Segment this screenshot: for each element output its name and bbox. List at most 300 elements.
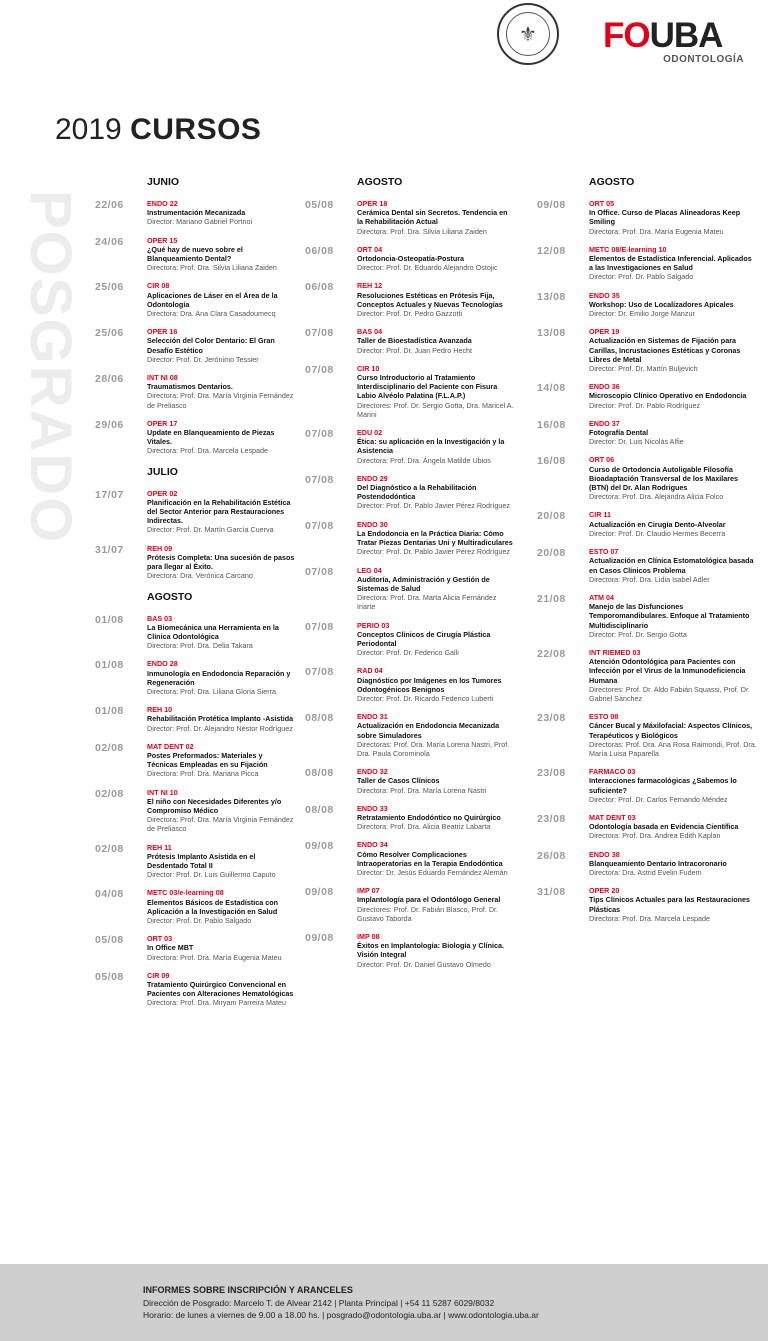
- course-code: CIR 10: [357, 363, 380, 373]
- course-title: Workshop: Uso de Localizadores Apicales: [589, 299, 734, 309]
- course-director: Director: Prof. Dr. Martín García Cuerva: [147, 525, 274, 535]
- course-title: Tratamiento Quirúrgico Convencional en Pacientes con Alteraciones Hematológicas: [147, 980, 294, 999]
- month-heading: AGOSTO: [589, 176, 635, 188]
- course-date: 23/08: [537, 812, 566, 825]
- course-date: 28/06: [95, 373, 124, 386]
- course-code: OPER 18: [357, 199, 388, 208]
- course-code: ORT 03: [147, 934, 173, 944]
- course-director: Director: Dr. Luis Nicolás Alfie: [589, 437, 684, 447]
- course-director: Director: Prof. Dr. Pablo Rodríguez: [589, 400, 701, 410]
- course-details: [589, 455, 757, 501]
- course-date: 24/06: [95, 235, 124, 248]
- course-item: [95, 419, 295, 456]
- course-item: [305, 199, 515, 236]
- course-details: [357, 281, 515, 318]
- course-details: [589, 291, 757, 319]
- course-item: [305, 364, 515, 419]
- course-details: [147, 888, 295, 925]
- course-date: 09/08: [305, 840, 334, 853]
- course-director: Director: Prof. Dr. Martín Buljevich: [589, 364, 698, 374]
- course-director: Directora: Prof. Dra. Mariana Picca: [147, 769, 259, 779]
- course-code: INT NI 10: [147, 787, 178, 797]
- course-title: Interacciones farmacológicas ¿Sabemos lo suficiente?: [589, 776, 737, 795]
- course-code: REH 12: [357, 281, 383, 291]
- course-item: [305, 712, 515, 758]
- course-date: 16/08: [537, 418, 566, 431]
- course-date: 12/08: [537, 244, 566, 257]
- course-code: REH 09: [147, 543, 173, 553]
- course-director: Directora: Prof. Dra. Silvia Liliana Zaiden: [147, 263, 277, 273]
- course-title: Traumatismos Dentarios.: [147, 382, 233, 392]
- course-code: ENDO 29: [357, 473, 388, 483]
- course-item: [305, 804, 515, 832]
- course-item: [95, 971, 295, 1008]
- course-title: La Biomecánica una Herramienta en la Clínica Odontológica: [147, 622, 279, 641]
- course-item: [305, 666, 515, 703]
- course-title: Blanqueamiento Dentario Intracoronario: [589, 858, 727, 868]
- course-details: [357, 804, 515, 832]
- course-code: ORT 04: [357, 244, 383, 254]
- course-director: Directores: Prof. Dr. Sergio Gotta, Dra. Maricel A. Marini: [357, 400, 514, 419]
- course-director: Directora: Prof. Dra. Ángela Matilde Ubios: [357, 455, 491, 465]
- course-date: 05/08: [305, 199, 334, 211]
- course-item: [305, 886, 515, 923]
- course-title: Manejo de las Disfunciones Temporomandibulares. Enfoque al Tratamiento Multidisciplinario: [589, 602, 750, 630]
- course-date: 23/08: [537, 767, 566, 780]
- course-details: [147, 934, 295, 962]
- course-details: [147, 327, 295, 364]
- course-item: [305, 327, 515, 355]
- course-date: 07/08: [305, 473, 334, 486]
- course-details: [357, 327, 515, 355]
- logo-fo: FO: [603, 16, 650, 55]
- course-details: [589, 712, 757, 758]
- course-director: Directora: Prof. Dra. María Virginia Fernández de Preliasco: [147, 391, 294, 410]
- course-code: INT RIEMED 03: [589, 647, 641, 657]
- course-title: Inmunología en Endodoncia Reparación y Regeneración: [147, 668, 291, 687]
- course-item: [537, 850, 757, 878]
- course-director: Director: Prof. Dr. Daniel Gustavo Olmedo: [357, 959, 491, 969]
- course-item: [537, 648, 757, 703]
- course-details: [357, 666, 515, 703]
- vertical-label: [18, 190, 83, 700]
- course-details: [147, 705, 295, 733]
- course-date: 07/08: [305, 620, 334, 633]
- logo-subtitle: ODONTOLOGÍA: [663, 54, 744, 65]
- course-title: Cáncer Bucal y Máxilofacial: Aspectos Clínicos, Terapéuticos y Biológicos: [589, 721, 753, 740]
- course-date: 08/08: [305, 712, 334, 725]
- course-details: [147, 544, 295, 581]
- course-date: 01/08: [95, 705, 124, 718]
- course-date: 14/08: [537, 382, 566, 395]
- course-item: [537, 510, 757, 538]
- course-date: 25/06: [95, 327, 124, 340]
- course-code: LEG 04: [357, 565, 382, 575]
- course-director: Directora: Prof. Dra. María Virginia Fernández de Preliasco: [147, 815, 294, 834]
- course-title: Fotografía Dental: [589, 428, 649, 438]
- course-title: Implantología para el Odontólogo General: [357, 895, 501, 905]
- course-details: [357, 428, 515, 465]
- course-details: [147, 788, 295, 834]
- footer-heading: INFORMES SOBRE INSCRIPCIÓN Y ARANCELES: [143, 1285, 353, 1295]
- course-date: 26/08: [537, 849, 566, 862]
- course-code: ORT 05: [589, 199, 615, 208]
- course-item: [95, 544, 295, 581]
- course-date: 09/08: [305, 932, 334, 944]
- course-director: Directora: Prof. Dra. Silvia Liliana Zaiden: [357, 226, 487, 236]
- course-director: Directora: Prof. Dra. María Eugenia Mateu: [147, 952, 282, 962]
- course-details: [357, 932, 515, 969]
- course-details: [147, 489, 295, 535]
- course-item: [95, 614, 295, 651]
- course-item: [305, 932, 515, 969]
- course-director: Director: Mariano Gabriel Portnoi: [147, 217, 253, 227]
- course-item: [305, 520, 515, 557]
- course-item: [537, 455, 757, 501]
- footer-hours: Horario: de lunes a viernes de 9.00 a 18.00 hs. | posgrado@odontologia.uba.ar | www.odontologia.uba.ar: [143, 1310, 539, 1320]
- course-item: [305, 621, 515, 658]
- course-item: [95, 373, 295, 410]
- course-item: [537, 382, 757, 410]
- course-director: Directora: Dra. Astrid Evelin Fudem: [589, 867, 702, 877]
- course-director: Director: Prof. Dr. Luis Guillermo Caputo: [147, 870, 276, 880]
- course-code: ENDO 22: [147, 199, 178, 208]
- logo-uba: UBA: [649, 16, 723, 55]
- course-director: Directora: Prof. Dra. Liliana Gloria Sierra: [147, 686, 277, 696]
- course-title: Elementos de Estadística Inferencial. Aplicados a las Investigaciones en Salud: [589, 254, 752, 273]
- course-details: [357, 474, 515, 511]
- course-director: Directoras: Prof. Dra. María Lorena Nastri, Prof. Dra. Paula Corominola: [357, 739, 510, 758]
- course-director: Directora: Prof. Dra. Alejandra Alicia Folco: [589, 492, 724, 502]
- course-date: 09/08: [537, 199, 566, 211]
- course-date: 07/08: [305, 565, 334, 578]
- course-details: [147, 971, 295, 1008]
- course-item: [95, 236, 295, 273]
- course-director: Director: Prof. Dr. Federico Galli: [357, 648, 459, 658]
- course-title: Taller de Casos Clínicos: [357, 776, 440, 786]
- course-title: Actualización en Sistemas de Fijación para Carillas, Incrustaciones Estéticas y Coronas Libres de Metal: [589, 336, 741, 364]
- course-date: 01/08: [95, 613, 124, 626]
- course-date: 02/08: [95, 842, 124, 855]
- course-code: ATM 04: [589, 592, 615, 602]
- course-code: METC 08/E-learning 10: [589, 244, 667, 254]
- course-item: [95, 742, 295, 779]
- course-director: Directores: Prof. Dr. Fabián Blasco, Prof. Dr. Gustavo Taborda: [357, 904, 499, 923]
- course-title: Update en Blanqueamiento de Piezas Vitales.: [147, 428, 275, 447]
- course-code: ENDO 36: [589, 382, 620, 392]
- course-code: ORT 06: [589, 455, 615, 465]
- course-code: OPER 16: [147, 327, 178, 337]
- course-code: REH 11: [147, 842, 172, 852]
- course-date: 31/08: [537, 886, 566, 899]
- course-item: [305, 281, 515, 318]
- course-title: Curso de Ortodoncia Autoligable Filosofía Bioadaptación Transversal de los Maxilares (BTN) del Dr. Alan Rodrigues: [589, 464, 739, 493]
- course-date: 08/08: [305, 767, 334, 780]
- course-item: [537, 547, 757, 584]
- course-item: [95, 281, 295, 318]
- course-code: OPER 19: [589, 327, 620, 337]
- course-item: [95, 199, 295, 227]
- course-details: [589, 199, 757, 236]
- course-code: RAD 04: [357, 666, 383, 676]
- course-director: Directora: Dra. Ana Clara Casadoumecq: [147, 309, 276, 319]
- course-code: ENDO 37: [589, 418, 620, 428]
- title-year: 2019: [55, 113, 122, 146]
- course-date: 05/08: [95, 970, 124, 983]
- course-title: La Endodoncia en la Práctica Diaria: Cómo Tratar Piezas Dentarias Uni y Multiradiculares: [357, 528, 513, 548]
- course-title: Diagnóstico por Imágenes en los Tumores Odontogénicos Benignos: [357, 675, 502, 694]
- course-details: [357, 199, 515, 236]
- course-item: [537, 767, 757, 804]
- course-director: Director: Prof. Dr. Alejandro Néstor Rodríguez: [147, 723, 293, 733]
- course-title: Prótesis Implanto Asistida en el Desdentado Total II: [147, 851, 256, 870]
- course-date: 07/08: [305, 327, 334, 340]
- course-title: In Office MBT: [147, 943, 194, 953]
- course-item: [537, 593, 757, 639]
- course-code: ENDO 34: [357, 840, 388, 850]
- course-date: 01/08: [95, 659, 124, 672]
- course-director: Directora: Prof. Dra. Miryam Parreira Mateu: [147, 998, 286, 1008]
- course-code: ENDO 28: [147, 659, 178, 669]
- course-date: 05/08: [95, 934, 124, 947]
- course-code: CIR 11: [589, 510, 611, 520]
- course-director: Directora: Prof. Dra. Alicia Beatriz Labarta: [357, 822, 491, 832]
- course-details: [357, 767, 515, 795]
- course-code: ENDO 35: [589, 290, 620, 300]
- course-details: [147, 742, 295, 779]
- course-title: Taller de Bioestadística Avanzada: [357, 336, 472, 346]
- course-director: Director: Prof. Dr. Ricardo Federico Luberti: [357, 693, 494, 703]
- course-item: [537, 886, 757, 923]
- course-details: [589, 767, 757, 804]
- course-details: [589, 886, 757, 923]
- course-code: MAT DENT 02: [147, 741, 194, 751]
- month-heading: JUNIO: [147, 176, 180, 188]
- course-column-3: [537, 176, 757, 932]
- course-director: Directora: Dra. Verónica Carcano: [147, 571, 253, 581]
- course-item: [305, 428, 515, 465]
- course-code: ESTO 08: [589, 712, 619, 722]
- course-date: 22/08: [537, 647, 566, 660]
- course-title: Prótesis Completa: Una sucesión de pasos para llegar al Éxito.: [147, 552, 295, 572]
- course-title: Tips Clínicos Actuales para las Restauraciones Plásticas: [589, 895, 750, 914]
- course-director: Director: Prof. Dr. Jerónimo Tessier: [147, 354, 259, 364]
- course-details: [589, 510, 757, 538]
- course-code: ENDO 38: [589, 849, 620, 859]
- course-director: Directora: Prof. Dra. Marta Alicia Fernández Iriarte: [357, 593, 497, 612]
- course-details: [357, 520, 515, 557]
- course-details: [357, 364, 515, 419]
- course-item: [305, 245, 515, 273]
- course-details: [147, 843, 295, 880]
- course-date: 07/08: [305, 363, 334, 376]
- course-director: Director: Prof. Dr. Pablo Javier Pérez Rodríguez: [357, 547, 510, 557]
- course-code: OPER 20: [589, 886, 620, 896]
- course-title: Microscopio Clínico Operativo en Endodoncia: [589, 391, 747, 401]
- course-title: Elementos Básicos de Estadística con Aplicación a la Investigación en Salud: [147, 897, 279, 916]
- course-director: Director: Dr. Emilio Jorge Manzur: [589, 309, 695, 319]
- course-date: 22/06: [95, 199, 124, 211]
- course-code: ENDO 32: [357, 767, 388, 777]
- course-item: [95, 489, 295, 535]
- course-title: El niño con Necesidades Diferentes y/o Compromiso Médico: [147, 796, 282, 815]
- course-title: Ortodoncia-Osteopatía-Postura: [357, 254, 465, 264]
- course-details: [357, 840, 515, 877]
- course-code: EDU 02: [357, 428, 383, 438]
- course-director: Director: Prof. Dr. Juan Pedro Hecht: [357, 345, 473, 355]
- course-item: [95, 705, 295, 733]
- course-item: [95, 843, 295, 880]
- course-director: Director: Prof. Dr. Eduardo Alejandro Ostojic: [357, 263, 498, 273]
- course-item: [537, 419, 757, 447]
- course-title: Resoluciones Estéticas en Prótesis Fija, Conceptos Actuales y Nuevas Tecnologías: [357, 290, 503, 309]
- course-date: 13/08: [537, 327, 566, 340]
- course-code: PERIO 03: [357, 620, 390, 630]
- course-code: ESTO 07: [589, 547, 619, 557]
- course-date: 02/08: [95, 787, 124, 800]
- course-details: [147, 659, 295, 696]
- course-director: Directora: Prof. Dra. Marcela Lespade: [589, 913, 711, 923]
- course-title: Actualización en Clínica Estomatológica basada en Casos Clínicos Problema: [589, 556, 754, 575]
- course-item: [305, 474, 515, 511]
- course-title: Cerámica Dental sin Secretos. Tendencia en la Rehabilitación Actual: [357, 208, 508, 227]
- course-code: CIR 08: [147, 281, 170, 291]
- course-item: [95, 327, 295, 364]
- course-director: Directora: Prof. Dra. Marcela Lespade: [147, 446, 269, 456]
- course-title: Postes Preformados: Materiales y Técnicas Empleadas en su Fijación: [147, 750, 268, 770]
- course-director: Directores: Prof. Dr. Aldo Fabián Squassi, Prof. Dr. Gabriel Sánchez: [589, 684, 750, 703]
- month-heading: AGOSTO: [357, 176, 403, 188]
- course-director: Director: Prof. Dr. Pablo Javier Pérez Rodríguez: [357, 501, 510, 511]
- course-title: Odontología basada en Evidencia Científica: [589, 822, 739, 832]
- course-code: BAS 03: [147, 613, 173, 623]
- course-item: [537, 327, 757, 373]
- course-details: [147, 419, 295, 456]
- course-details: [589, 382, 757, 410]
- month-heading: AGOSTO: [147, 590, 193, 603]
- course-code: ENDO 30: [357, 519, 388, 529]
- course-details: [589, 648, 757, 703]
- course-title: Actualización en Cirugía Dento-Alveolar: [589, 519, 726, 529]
- course-code: METC 03/e-learning 08: [147, 888, 224, 898]
- course-date: 16/08: [537, 455, 566, 468]
- university-seal: [497, 3, 559, 65]
- course-director: Director: Prof. Dr. Sergio Gotta: [589, 629, 687, 639]
- course-director: Directora: Prof. Dra. María Lorena Nastri: [357, 785, 487, 795]
- footer: [0, 1264, 768, 1341]
- course-details: [589, 245, 757, 282]
- course-director: Director: Prof. Dr. Carlos Fernando Méndez: [589, 794, 728, 804]
- course-code: OPER 15: [147, 235, 178, 245]
- course-item: [95, 788, 295, 834]
- course-date: 31/07: [95, 543, 124, 556]
- course-date: 07/08: [305, 428, 334, 441]
- vertical-label-text: POSGRADO: [18, 190, 83, 545]
- course-item: [537, 245, 757, 282]
- course-code: MAT DENT 03: [589, 812, 636, 822]
- fouba-logo: [603, 18, 748, 68]
- course-date: 02/08: [95, 741, 124, 754]
- course-details: [589, 850, 757, 878]
- course-title: Planificación en la Rehabilitación Estética del Sector Anterior para Restauraciones Indirectas.: [147, 497, 291, 526]
- course-details: [357, 566, 515, 612]
- course-details: [589, 813, 757, 841]
- course-director: Directora: Prof. Dra. Delia Takara: [147, 641, 253, 651]
- course-date: 09/08: [305, 886, 334, 899]
- course-title: Del Diagnóstico a la Rehabilitación Postendodóntica: [357, 483, 477, 502]
- course-title: ¿Qué hay de nuevo sobre el Blanqueamiento Dental?: [147, 244, 243, 264]
- course-title: Instrumentación Mecanizada: [147, 208, 246, 218]
- course-date: 06/08: [305, 244, 334, 257]
- course-code: CIR 09: [147, 970, 170, 980]
- course-item: [537, 199, 757, 236]
- course-director: Directora: Prof. Dra. María Eugenia Mateu: [589, 226, 724, 236]
- course-director: Directora: Prof. Dra. Lidia Isabel Adler: [589, 574, 710, 584]
- course-date: 07/08: [305, 666, 334, 679]
- course-date: 06/08: [305, 281, 334, 294]
- footer-address: Dirección de Posgrado: Marcelo T. de Alvear 2142 | Planta Principal | +54 11 5287 6029/8032: [143, 1298, 495, 1308]
- course-title: Éxitos en Implantología: Biología y Clínica. Visión Integral: [357, 941, 504, 960]
- course-director: Director: Prof. Dr. Claudio Hermes Becerra: [589, 528, 726, 538]
- course-date: 17/07: [95, 488, 124, 501]
- course-title: Atención Odontológica para Pacientes con Infección por el Virus de la Inmunodeficiencia Humana: [589, 657, 746, 685]
- course-code: REH 10: [147, 705, 173, 715]
- course-date: 23/08: [537, 712, 566, 725]
- seal-emblem-icon: ⚜: [506, 12, 550, 56]
- course-code: ENDO 31: [357, 712, 388, 722]
- course-column-1: [95, 176, 295, 1017]
- course-code: OPER 17: [147, 418, 178, 428]
- course-title: Cómo Resolver Complicaciones Intraoperatorias en la Terapia Endodóntica: [357, 849, 503, 868]
- course-title: Actualización en Endodoncia Mecanizada sobre Simuladores: [357, 721, 500, 740]
- course-director: Director: Prof. Dr. Pedro Gazzotti: [357, 309, 463, 319]
- course-director: Director: Dr. Jesús Eduardo Fernández Alemán: [357, 867, 508, 877]
- title-word: CURSOS: [130, 113, 262, 146]
- course-date: 08/08: [305, 803, 334, 816]
- course-title: In Office. Curso de Placas Alineadoras Keep Smiling: [589, 208, 741, 227]
- course-details: [147, 236, 295, 273]
- course-item: [95, 934, 295, 962]
- course-date: 20/08: [537, 547, 566, 560]
- course-details: [147, 199, 295, 227]
- course-director: Director: Prof. Dr. Pablo Salgado: [589, 272, 694, 282]
- course-details: [589, 547, 757, 584]
- course-details: [357, 245, 515, 273]
- course-details: [589, 327, 757, 373]
- course-item: [305, 840, 515, 877]
- course-details: [147, 281, 295, 318]
- course-director: Directoras: Prof. Dra. Ana Rosa Raimondi, Prof. Dra. María Luisa Paparella: [589, 739, 757, 758]
- course-date: 07/08: [305, 519, 334, 532]
- course-date: 13/08: [537, 290, 566, 303]
- course-title: Curso Introductorio al Tratamiento Interdisciplinario del Paciente con Fisura Labio Alvéolo Palatina (F.L.A.P.): [357, 373, 498, 401]
- course-code: OPER 02: [147, 488, 178, 498]
- course-title: Aplicaciones de Láser en el Área de la Odontología: [147, 290, 278, 309]
- course-item: [305, 566, 515, 612]
- course-details: [147, 373, 295, 410]
- course-title: Retratamiento Endodóntico no Quirúrgico: [357, 812, 501, 822]
- month-heading: JULIO: [147, 465, 178, 478]
- course-director: Directora: Prof. Dra. Andrea Edith Kaplan: [589, 831, 721, 841]
- course-code: IMP 07: [357, 886, 380, 896]
- course-details: [147, 614, 295, 651]
- course-director: Director: Prof. Dr. Pablo Salgado: [147, 915, 252, 925]
- course-title: Auditoría, Administración y Gestión de Sistemas de Salud: [357, 574, 490, 593]
- course-item: [537, 813, 757, 841]
- course-date: 29/06: [95, 418, 124, 431]
- course-date: 25/06: [95, 281, 124, 294]
- course-title: Ética: su aplicación en la Investigación y la Asistencia: [357, 437, 505, 456]
